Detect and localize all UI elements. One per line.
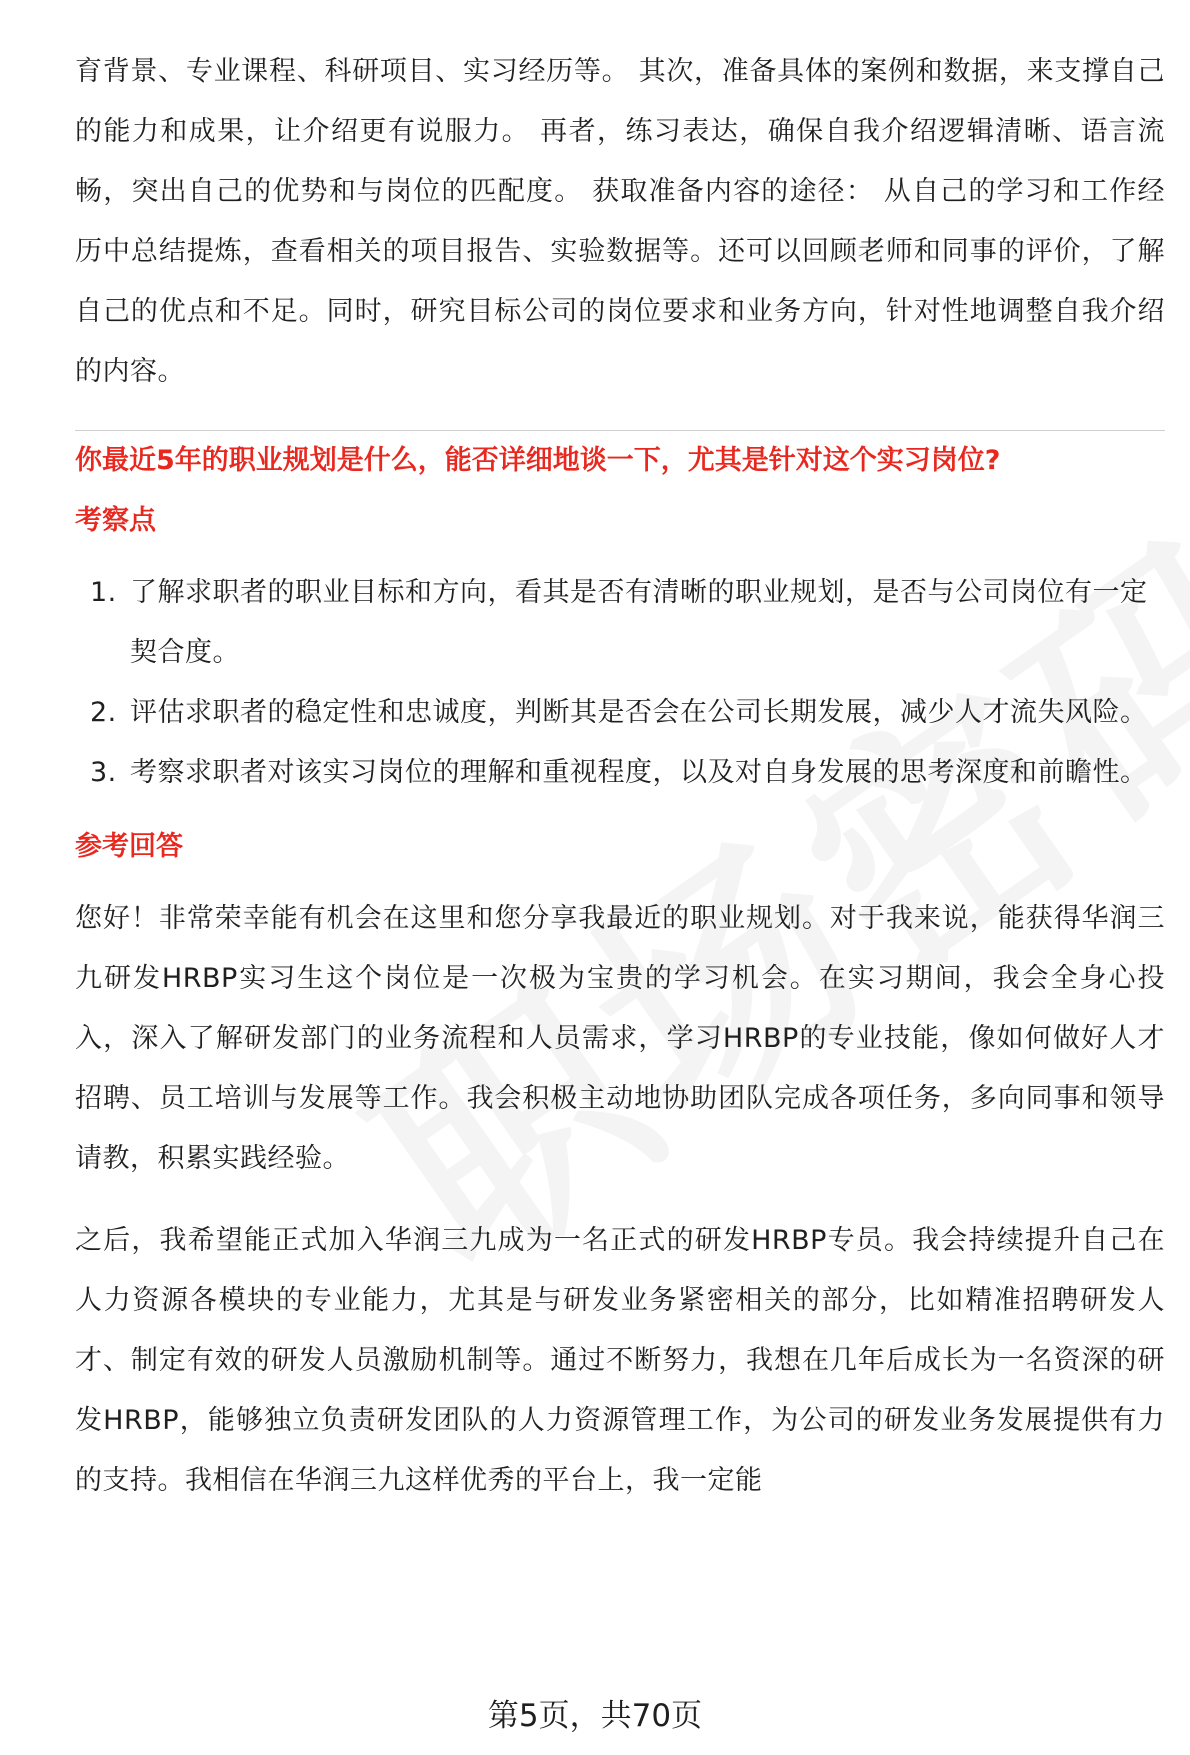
answer-paragraph: 您好！非常荣幸能有机会在这里和您分享我最近的职业规划。对于我来说，能获得华润三九研发HRBP实习生这个岗位是一次极为宝贵的学习机会。在实习期间，我会全身心投入，深入了解研发部门的业务流程和人员需求，学习HRBP的专业技能，像如何做好人才招聘、员工培训与发展等工作。我会积极主动地协助团队完成各项任务，多向同事和领导请教，积累实践经验。 (75, 903, 1165, 1174)
page-number: 第5页，共70页 (487, 1698, 703, 1734)
list-item (75, 683, 1165, 743)
list-item (75, 563, 1165, 683)
list-item-text: 考察求职者对该实习岗位的理解和重视程度，以及对自身发展的思考深度和前瞻性。 (130, 757, 1148, 788)
document-page (75, 42, 1165, 1511)
list-number: 3. (90, 757, 117, 788)
intro-paragraph: 育背景、专业课程、科研项目、实习经历等。 其次，准备具体的案例和数据，来支撑自己的能力和成果，让介绍更有说服力。 再者，练习表达，确保自我介绍逻辑清晰、语言流畅，突出自己的优势和与岗位的匹配度。 获取准备内容的途径： 从自己的学习和工作经历中总结提炼，查看相关的项目报告、实验数据等。还可以回顾老师和同事的评价，了解自己的优点和不足。同时，研究目标公司的岗位要求和业务方向，针对性地调整自我介绍的内容。 (75, 56, 1165, 387)
answer-paragraph: 之后，我希望能正式加入华润三九成为一名正式的研发HRBP专员。我会持续提升自己在人力资源各模块的专业能力，尤其是与研发业务紧密相关的部分，比如精准招聘研发人才、制定有效的研发人员激励机制等。通过不断努力，我想在几年后成长为一名资深的研发HRBP，能够独立负责研发团队的人力资源管理工作，为公司的研发业务发展提供有力的支持。我相信在华润三九这样优秀的平台上，我一定能 (75, 1225, 1165, 1496)
list-item-text: 了解求职者的职业目标和方向，看其是否有清晰的职业规划，是否与公司岗位有一定契合度。 (130, 577, 1148, 668)
points-heading: 考察点 (75, 505, 156, 536)
list-item-text: 评估求职者的稳定性和忠诚度，判断其是否会在公司长期发展，减少人才流失风险。 (130, 697, 1148, 728)
list-number: 1. (90, 577, 117, 608)
interview-question: 你最近5年的职业规划是什么，能否详细地谈一下，尤其是针对这个实习岗位? (75, 445, 1001, 476)
list-item (75, 743, 1165, 803)
points-list (75, 563, 1165, 803)
list-number: 2. (90, 697, 117, 728)
answer-heading: 参考回答 (75, 831, 183, 862)
